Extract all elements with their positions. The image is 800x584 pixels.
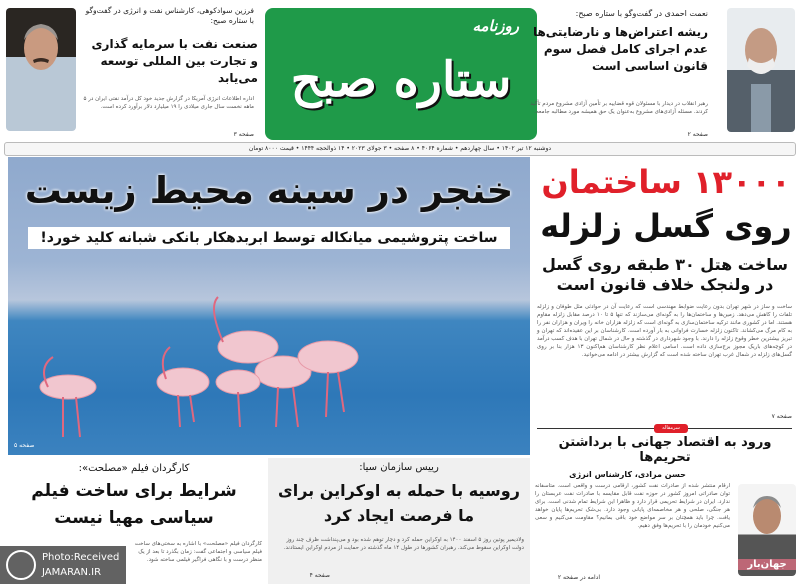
credit-line2: JAMARAN.IR <box>42 567 102 578</box>
editorial-continued[interactable]: ادامه در صفحه ۲ <box>557 574 600 581</box>
watermark: جهان‌بار <box>738 559 796 570</box>
main-headline[interactable]: خنجر در سینه محیط زیست <box>24 169 514 212</box>
jamaran-logo-icon <box>6 550 36 580</box>
middle-story <box>268 458 530 584</box>
editorial-badge: سرمقاله <box>654 424 688 433</box>
right-teaser-page[interactable]: صفحه ۲ <box>687 131 708 138</box>
date-bar: دوشنبه ۱۲ تیر ۱۴۰۲ • سال چهاردهم • شماره ۴۰۶۴ • ۸ صفحه • ۳ جولای ۲۰۲۳ • ۱۴ ذوالحجه ۱۴۴۴ • قیمت ۸۰۰۰ تومان <box>4 142 796 156</box>
left-story-body: کارگردان فیلم «مصلحت» با اشاره به سختی‌های ساخت فیلم سیاسی و اجتماعی گفت: زمان بگذرد تا بعد از یک منظر درست و با نگاهی فراگیر فیلمی ساخته شود. <box>134 541 262 563</box>
flamingo-illustration <box>8 287 530 455</box>
left-story-headline[interactable]: شرایط برای ساخت فیلم سیاسی مهیا نیست <box>31 481 237 528</box>
middle-page[interactable]: صفحه ۴ <box>309 572 330 579</box>
editorial-headline[interactable]: ورود به اقتصاد جهانی با برداشتن تحریم‌ها <box>558 435 772 465</box>
lead-headline-red[interactable]: ۱۳۰۰۰ ساختمان <box>541 163 791 201</box>
middle-body: ولادیمیر پوتین روز ۵ اسفند ۱۴۰۰ به اوکراین حمله کرد و دچار توهم شده بود و می‌پنداشت ظرف چند روز دولت اوکراین سقوط می‌کند. رهبران کشورها در طول ۱۴ ماه گذشته در حمایت از مردم اوکراین ایستادند. <box>283 537 524 551</box>
lead-headline-black[interactable]: روی گسل زلزله <box>540 207 792 245</box>
left-story-kicker: کارگردان فیلم «مصلحت»: <box>78 463 190 474</box>
editorial-body: ارقام منتشر شده از صادرات نفت کشور، ارقامی درست و واقعی است. متاسفانه توان صادراتی امروز کشور در حوزه نفت قابل مقایسه با صادرات نفت عربستان را ندارد. ایران در شرایط تحریمی قرار دارد و ظاهرا این شرایط تمام شدنی است. برای هر جنگی، صلحی و هر مخاصمه‌ای پایانی وجود دارد. بی‌شک تحریم‌ها پایان خواهد یافت. چرا باید همچنان بر سر مواضع خود باقی بمانیم؟ مقاومت می‌کنیم و سعی می‌کنیم خودمان را با تحریم‌ها وفق دهیم. <box>535 483 730 529</box>
middle-headline[interactable]: روسیه با حمله به اوکراین برای ما فرصت ایجاد کرد <box>278 481 520 525</box>
right-teaser-kicker: نعمت احمدی در گفت‌وگو با ستاره صبح: <box>575 9 708 18</box>
left-teaser-headline[interactable]: صنعت نفت با سرمایه گذاری و تجارت بین المللی توسعه می‌یابد <box>91 37 258 85</box>
lead-body: ساخت و ساز در شهر تهران بدون رعایت ضوابط مهندسی است که رعایت آن در حوادثی مثل طوفان و زلزله تلفات را کاهش می‌دهد. زمین‌ها و ساختمان‌ها را به گونه‌ای می‌سازند که تنها ۵ تا ۱۰ درصد مقابل زلزله مقاوم هستند. اما در کشوری مانند ترکیه ساختمان‌سازی به گونه‌ای است که زلزله هزاران خانه را ویران و هزاران نفر را به کام مرگ می‌کشاند. تاکنون زلزله خسارت فراوانی به بار آورده است. کارشناسان بر این عقیده‌اند که تهران و تبریز بیشترین خطر وقوع زلزله را دارند. با وجود شهرداری در گذشته و حال در شمال تهران با هدف کسب درآمد در کوچه‌های باریک مجوز برج‌سازی داده است. اسامی اعلام نظر کارشناسان هم‌اکنون ۱۳ هزار بنا بر روی گسل‌های زلزله در شمال غرب تهران ساخته شده است که گزارش بیشتر در ادامه می‌خوانید. <box>537 304 793 358</box>
left-teaser-body: اداره اطلاعات انرژی آمریکا در گزارش جدید خود کل درآمد نفتی ایران در ۵ ماهه نخست سال جاری میلادی را ۱۹ میلیارد دلار برآورد کرده است. <box>83 96 254 110</box>
editorial-author: حسن مرادی، کارشناس انرژی <box>569 470 686 479</box>
right-teaser-headline[interactable]: ریشه اعتراض‌ها و نارضایتی‌ها عدم اجرای کامل فصل سوم قانون اساسی است <box>532 25 708 73</box>
credit-line1: Photo:Received <box>42 552 120 563</box>
left-teaser-page[interactable]: صفحه ۳ <box>233 131 254 138</box>
portrait-photo-right <box>727 8 795 132</box>
lead-subheadline: ساخت هتل ۳۰ طبقه روی گسل در ولنجک خلاف قانون است <box>541 255 788 294</box>
main-photo-page[interactable]: صفحه ۵ <box>14 442 35 449</box>
lead-page[interactable]: صفحه ۷ <box>771 413 792 420</box>
main-subheadline: ساخت پتروشیمی میانکاله توسط ابربدهکار بانکی شبانه کلید خورد! <box>28 227 510 249</box>
middle-kicker: رییس سازمان سیا: <box>359 462 439 473</box>
lead-story <box>532 157 800 465</box>
masthead-prefix: روزنامه <box>472 17 519 35</box>
masthead-logo <box>265 8 537 140</box>
masthead-name: ستاره صبح <box>290 52 512 108</box>
main-photo-flamingos[interactable] <box>8 157 530 455</box>
portrait-photo-left <box>6 8 76 131</box>
photo-credit <box>0 546 126 584</box>
left-teaser-kicker: فرزین سوادکوهی، کارشناس نفت و انرژی در گفت‌وگو با ستاره صبح: <box>85 6 254 25</box>
editorial-author-photo <box>738 484 796 576</box>
right-teaser-body: رهبر انقلاب در دیدار با مسئولان قوه قضاییه بر تأمین آزادی مشروع مردم تأکید کردند. مسئله آزادی‌های مشروع به‌عنوان یک حق همیشه مورد مطالبه جامعه. <box>530 101 708 115</box>
